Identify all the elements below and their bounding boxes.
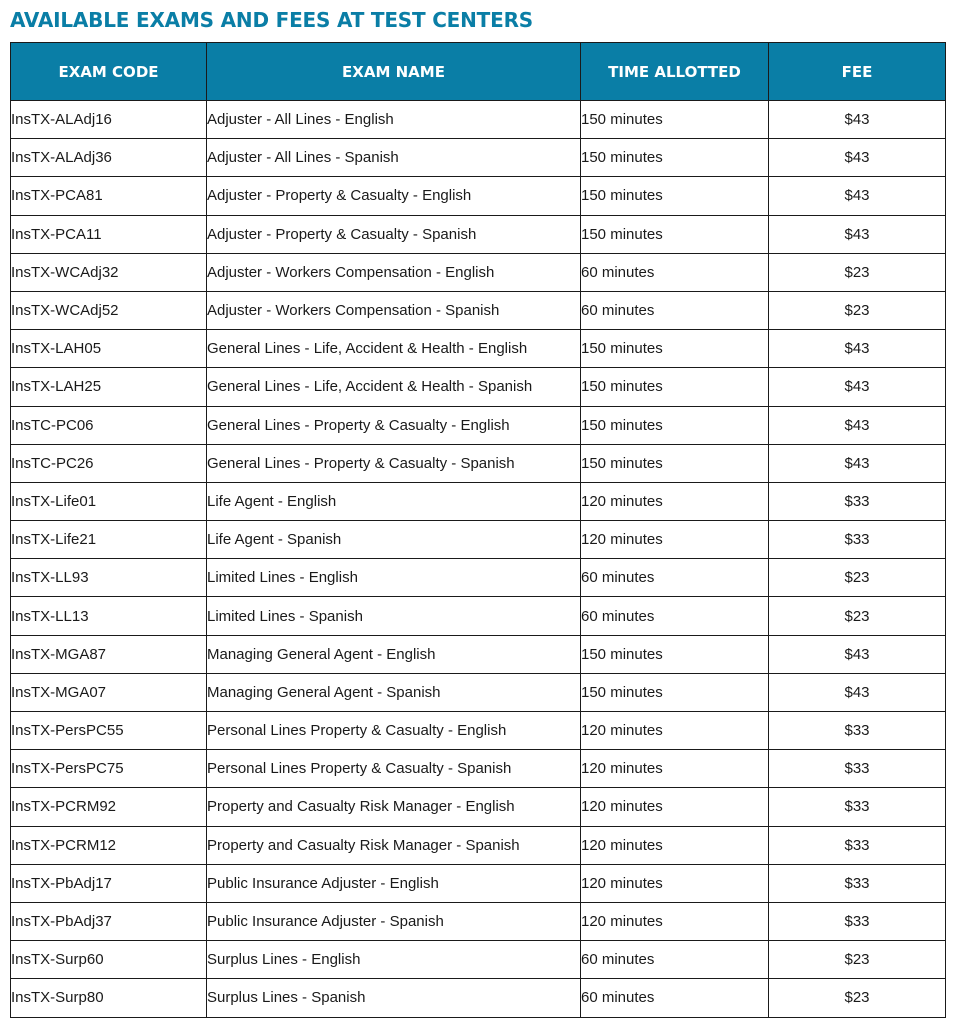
table-row [11,788,946,826]
fee-cell: $43 [769,406,946,444]
time-allotted-cell: 150 minutes [581,635,769,673]
fee-cell: $43 [769,177,946,215]
table-row [11,941,946,979]
time-allotted-cell: 60 minutes [581,597,769,635]
fee-cell: $33 [769,864,946,902]
exam-name-cell: Adjuster - All Lines - English [207,101,581,139]
time-allotted-cell: 150 minutes [581,101,769,139]
table-row [11,521,946,559]
table-row [11,750,946,788]
fee-cell: $23 [769,559,946,597]
exam-name-cell: General Lines - Property & Casualty - Spanish [207,444,581,482]
time-allotted-cell: 60 minutes [581,253,769,291]
fee-cell: $43 [769,368,946,406]
header-exam-name: EXAM NAME [207,43,581,101]
table-row [11,902,946,940]
exam-code-cell: InsTX-WCAdj52 [11,291,207,329]
fee-cell: $23 [769,941,946,979]
time-allotted-cell: 60 minutes [581,941,769,979]
exam-name-cell: Personal Lines Property & Casualty - English [207,712,581,750]
exam-code-cell: InsTX-ALAdj36 [11,139,207,177]
fee-cell: $23 [769,291,946,329]
page-title: AVAILABLE EXAMS AND FEES AT TEST CENTERS [10,8,533,32]
exam-name-cell: Managing General Agent - English [207,635,581,673]
fee-cell: $23 [769,597,946,635]
fee-cell: $33 [769,712,946,750]
header-exam-code: EXAM CODE [11,43,207,101]
exam-code-cell: InsTX-MGA07 [11,673,207,711]
exam-code-cell: InsTX-WCAdj32 [11,253,207,291]
time-allotted-cell: 120 minutes [581,864,769,902]
fee-cell: $33 [769,521,946,559]
time-allotted-cell: 150 minutes [581,406,769,444]
exam-code-cell: InsTX-PbAdj37 [11,902,207,940]
table-header [11,43,946,101]
time-allotted-cell: 120 minutes [581,482,769,520]
time-allotted-cell: 120 minutes [581,712,769,750]
time-allotted-cell: 150 minutes [581,673,769,711]
header-time-allotted: TIME ALLOTTED [581,43,769,101]
fee-cell: $23 [769,253,946,291]
time-allotted-cell: 150 minutes [581,177,769,215]
fee-cell: $43 [769,139,946,177]
fee-cell: $33 [769,902,946,940]
exam-code-cell: InsTX-PbAdj17 [11,864,207,902]
exam-name-cell: General Lines - Life, Accident & Health - English [207,330,581,368]
fee-cell: $43 [769,330,946,368]
exam-code-cell: InsTX-Life21 [11,521,207,559]
exam-name-cell: Life Agent - English [207,482,581,520]
exam-name-cell: Surplus Lines - Spanish [207,979,581,1017]
exam-name-cell: Property and Casualty Risk Manager - English [207,788,581,826]
time-allotted-cell: 120 minutes [581,788,769,826]
exam-code-cell: InsTX-MGA87 [11,635,207,673]
fee-cell: $33 [769,788,946,826]
table-row [11,330,946,368]
table-row [11,177,946,215]
exam-name-cell: Public Insurance Adjuster - English [207,864,581,902]
time-allotted-cell: 150 minutes [581,444,769,482]
exam-name-cell: Limited Lines - Spanish [207,597,581,635]
exams-fees-table [10,42,946,1018]
exam-name-cell: Managing General Agent - Spanish [207,673,581,711]
exam-code-cell: InsTC-PC06 [11,406,207,444]
time-allotted-cell: 120 minutes [581,521,769,559]
time-allotted-cell: 150 minutes [581,330,769,368]
exam-name-cell: Property and Casualty Risk Manager - Spanish [207,826,581,864]
fee-cell: $33 [769,826,946,864]
exam-code-cell: InsTX-PCRM12 [11,826,207,864]
exam-code-cell: InsTX-PCA81 [11,177,207,215]
header-row [11,43,946,101]
table-row [11,864,946,902]
table-row [11,673,946,711]
exam-name-cell: Personal Lines Property & Casualty - Spanish [207,750,581,788]
time-allotted-cell: 150 minutes [581,368,769,406]
table-row [11,482,946,520]
fee-cell: $43 [769,635,946,673]
table-row [11,101,946,139]
exam-code-cell: InsTX-LL93 [11,559,207,597]
table-row [11,215,946,253]
exam-code-cell: InsTX-LAH25 [11,368,207,406]
exam-name-cell: Surplus Lines - English [207,941,581,979]
fee-cell: $43 [769,673,946,711]
exam-name-cell: General Lines - Property & Casualty - English [207,406,581,444]
table-row [11,253,946,291]
time-allotted-cell: 150 minutes [581,215,769,253]
table-row [11,139,946,177]
header-fee: FEE [769,43,946,101]
fee-cell: $23 [769,979,946,1017]
time-allotted-cell: 150 minutes [581,139,769,177]
exam-name-cell: Adjuster - Property & Casualty - English [207,177,581,215]
fee-cell: $43 [769,101,946,139]
exam-code-cell: InsTX-Life01 [11,482,207,520]
fee-cell: $43 [769,444,946,482]
exam-name-cell: Public Insurance Adjuster - Spanish [207,902,581,940]
table-row [11,291,946,329]
exam-code-cell: InsTX-PersPC55 [11,712,207,750]
table-row [11,444,946,482]
exam-name-cell: General Lines - Life, Accident & Health - Spanish [207,368,581,406]
fee-cell: $33 [769,750,946,788]
exam-name-cell: Life Agent - Spanish [207,521,581,559]
time-allotted-cell: 60 minutes [581,979,769,1017]
exam-code-cell: InsTX-Surp60 [11,941,207,979]
table-body [11,101,946,1018]
fee-cell: $33 [769,482,946,520]
table-row [11,368,946,406]
exam-name-cell: Adjuster - Property & Casualty - Spanish [207,215,581,253]
exam-code-cell: InsTX-LL13 [11,597,207,635]
exam-code-cell: InsTX-LAH05 [11,330,207,368]
exam-name-cell: Limited Lines - English [207,559,581,597]
table-row [11,826,946,864]
exam-code-cell: InsTX-PCA11 [11,215,207,253]
fee-cell: $43 [769,215,946,253]
exam-code-cell: InsTX-PCRM92 [11,788,207,826]
exam-code-cell: InsTX-ALAdj16 [11,101,207,139]
time-allotted-cell: 120 minutes [581,902,769,940]
table-row [11,979,946,1017]
time-allotted-cell: 120 minutes [581,750,769,788]
exam-code-cell: InsTX-PersPC75 [11,750,207,788]
table-row [11,597,946,635]
table-row [11,712,946,750]
table-row [11,635,946,673]
exam-name-cell: Adjuster - Workers Compensation - English [207,253,581,291]
time-allotted-cell: 60 minutes [581,291,769,329]
time-allotted-cell: 120 minutes [581,826,769,864]
exam-code-cell: InsTX-Surp80 [11,979,207,1017]
exam-name-cell: Adjuster - All Lines - Spanish [207,139,581,177]
time-allotted-cell: 60 minutes [581,559,769,597]
table-row [11,406,946,444]
exam-name-cell: Adjuster - Workers Compensation - Spanish [207,291,581,329]
exam-code-cell: InsTC-PC26 [11,444,207,482]
table-row [11,559,946,597]
